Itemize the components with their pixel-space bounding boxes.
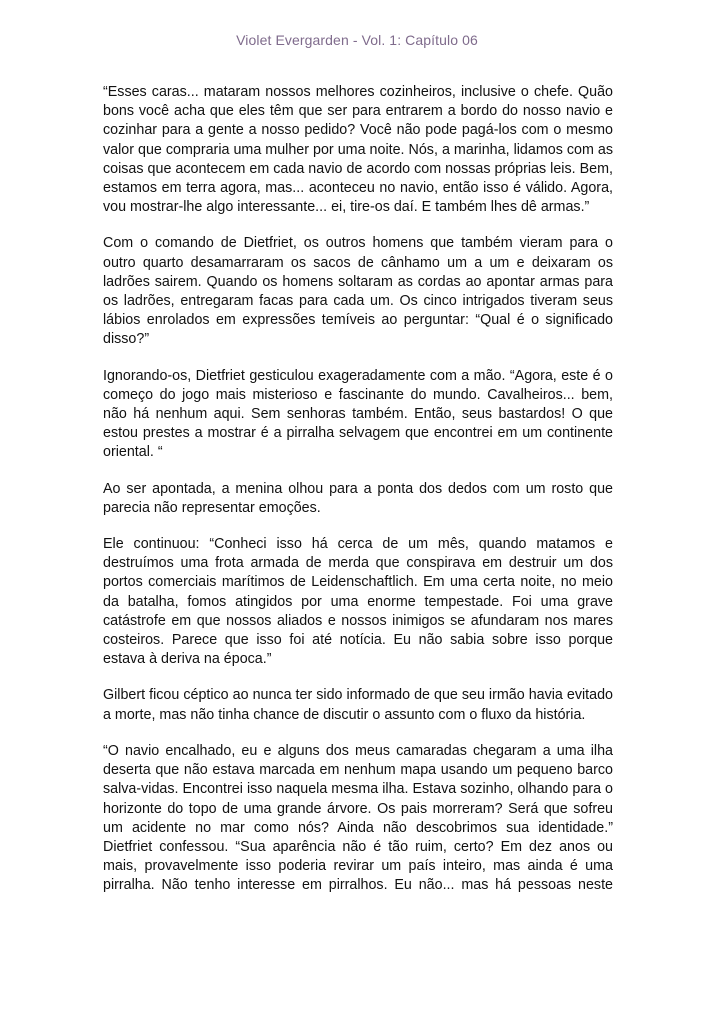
paragraph-7: “O navio encalhado, eu e alguns dos meus camaradas chegaram a uma ilha deserta que não estava marcada em nenhum mapa usando um pequeno barco salva-vidas. Encontrei isso naquela mesma ilha. Estava sozinho, olhando para o horizonte do topo de uma grande árvore. Os pais morreram? Será que sofreu um acidente no mar como nós? Ainda não descobrimos sua identidade.” Dietfriet confessou. “Sua aparência não é tão ruim, certo? Em dez anos ou mais, provavelmente isso poderia revirar um país inteiro, mas ainda é uma pirralha. Não tenho interesse em pirralhos. Eu não... mas há pessoas neste	[103, 742, 613, 894]
paragraph-6: Gilbert ficou céptico ao nunca ter sido informado de que seu irmão havia evitado a morte, mas não tinha chance de discutir o assunto com o fluxo da história.	[103, 687, 613, 723]
paragraph-2: Com o comando de Dietfriet, os outros homens que também vieram para o outro quarto desamarraram os sacos de cânhamo um a um e deixaram os ladrões sairem. Quando os homens soltaram as cordas ao apontar armas para os ladrões, entregaram facas para cada um. Os cinco intrigados tiveram seus lábios enrolados em expressões temíveis ao perguntar: “Qual é o significado disso?”	[103, 235, 613, 348]
paragraph-1: “Esses caras... mataram nossos melhores cozinheiros, inclusive o chefe. Quão bons você acha que eles têm que ser para entrarem a bordo do nosso navio e cozinhar para a gente a nosso pedido? Você não pode pagá-los com o mesmo valor que compraria uma mulher por uma noite. Nós, a marinha, lidamos com as coisas que acontecem em cada navio de acordo com nossas próprias leis. Bem, estamos em terra agora, mas... aconteceu no navio, então isso é válido. Agora, vou mostrar-lhe algo interessante... ei, tire-os daí. E também lhes dê armas.”	[103, 84, 613, 216]
chapter-body	[103, 83, 613, 896]
paragraph-5: Ele continuou: “Conheci isso há cerca de um mês, quando matamos e destruímos uma frota armada de merda que conspirava em destruir um dos portos comerciais marítimos de Leidenschaftlich. Em uma certa noite, no meio da batalha, fomos atingidos por uma enorme tempestade. Foi uma grave catástrofe em que nossos aliados e nossos inimigos se afundaram nos mares costeiros. Parece que isso foi até notícia. Eu não sabia sobre isso porque estava à deriva na época.”	[103, 536, 613, 668]
paragraph-3: Ignorando-os, Dietfriet gesticulou exageradamente com a mão. “Agora, este é o começo do jogo mais misterioso e fascinante do mundo. Cavalheiros... bem, não há nenhum aqui. Sem senhoras também. Então, seus bastardos! O que estou prestes a mostrar é a pirralha selvagem que encontrei em um continente oriental. “	[103, 367, 613, 461]
paragraph-4: Ao ser apontada, a menina olhou para a ponta dos dedos com um rosto que parecia não representar emoções.	[103, 480, 613, 516]
running-header: Violet Evergarden - Vol. 1: Capítulo 06	[236, 32, 478, 48]
